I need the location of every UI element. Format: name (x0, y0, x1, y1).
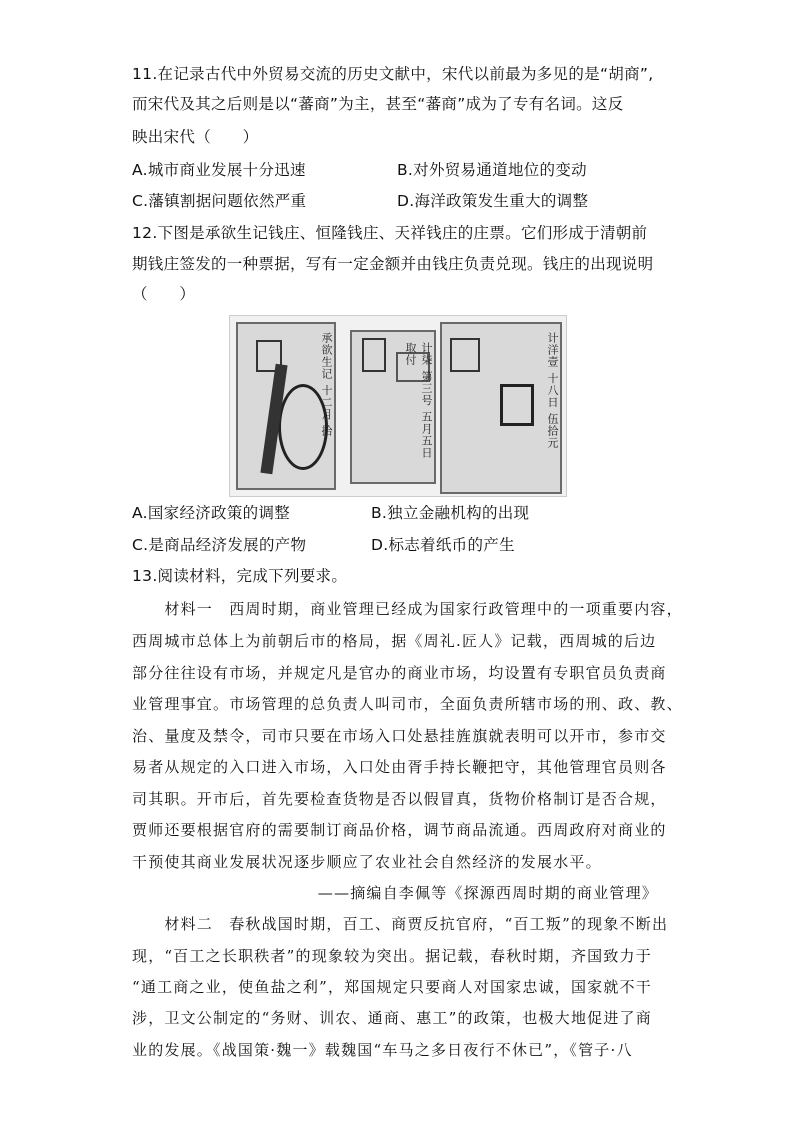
material-1-line: 业管理事宜。市场管理的总负责人叫司市，全面负责所辖市场的刑、政、教、 (132, 695, 683, 713)
material-1-line: 西周城市总体上为前朝后市的格局，据《周礼.匠人》记载，西周城的后边 (132, 632, 657, 650)
bank-note-3 (440, 322, 562, 494)
q12-option-a: A.国家经济政策的调整 (132, 504, 291, 522)
bank-note-2-text: 计柒 第三号 五月五日 取付 (404, 342, 433, 459)
material-2-line: 现，“百工之长职秩者”的现象较为突出。据记载，春秋时期，齐国致力于 (132, 947, 652, 965)
bank-note-3-text: 计洋壹 十八日 伍拾元 (546, 332, 559, 449)
q12-option-c: C.是商品经济发展的产物 (132, 536, 307, 554)
q11-option-d: D.海洋政策发生重大的调整 (397, 192, 589, 210)
bank-note-1 (236, 322, 336, 490)
material-2-line: “通工商之业，使鱼盐之利”，郑国规定只要商人对国家忠诚，国家就不干 (132, 978, 652, 996)
q12-line-3: （ ） (132, 285, 196, 303)
q11-option-b: B.对外贸易通道地位的变动 (397, 161, 587, 179)
q11-line-2: 而宋代及其之后则是以“蕃商”为主，甚至“蕃商”成为了专有名词。这反 (132, 95, 624, 113)
material-1-source: ——摘编自李佩等《探源西周时期的商业管理》 (317, 884, 658, 902)
material-2-line: 业的发展。《战国策·魏一》载魏国“车马之多日夜行不休已”，《管子·八 (132, 1041, 633, 1059)
q11-option-a: A.城市商业发展十分迅速 (132, 161, 306, 179)
material-1-line: 司其职。开市后，首先要检查货物是否以假冒真，货物价格制订是否合规， (132, 790, 667, 808)
q11-line-1: 11.在记录古代中外贸易交流的历史文献中，宋代以前最为多见的是“胡商”, (132, 65, 654, 83)
q11-line-3: 映出宋代（ ） (132, 128, 259, 146)
q12-line-2: 期钱庄签发的一种票据，写有一定金额并由钱庄负责兑现。钱庄的出现说明 (132, 255, 654, 273)
material-1-line: 部分往往设有市场，并规定凡是官办的商业市场，均设置有专职官员负责商 (132, 664, 667, 682)
q12-option-d: D.标志着纸币的产生 (371, 536, 515, 554)
bank-note-2 (350, 330, 436, 484)
material-1-line: 治、量度及禁令，司市只要在市场入口处悬挂旌旗就表明可以开市，参市交 (132, 727, 667, 745)
bank-notes-figure (229, 315, 567, 497)
material-1-line: 贾师还要根据官府的需要制订商品价格，调节商品流通。西周政府对商业的 (132, 821, 667, 839)
q12-option-b: B.独立金融机构的出现 (371, 504, 530, 522)
material-2-line: 材料二 春秋战国时期，百工、商贾反抗官府，“百工叛”的现象不断出 (132, 915, 669, 933)
bank-note-1-text: 承欲生记 十二月 拾 (320, 332, 333, 437)
material-1-line: 材料一 西周时期，商业管理已经成为国家行政管理中的一项重要内容， (132, 600, 683, 618)
q11-option-c: C.藩镇割据问题依然严重 (132, 192, 307, 210)
material-1-line: 易者从规定的入口进入市场，入口处由胥手持长鞭把守，其他管理官员则各 (132, 758, 667, 776)
material-2-line: 涉，卫文公制定的“务财、训农、通商、惠工”的政策，也极大地促进了商 (132, 1009, 652, 1027)
q12-line-1: 12.下图是承欲生记钱庄、恒隆钱庄、天祥钱庄的庄票。它们形成于清朝前 (132, 224, 648, 242)
q13-title: 13.阅读材料，完成下列要求。 (132, 567, 348, 585)
material-1-line: 干预使其商业发展状况逐步顺应了农业社会自然经济的发展水平。 (132, 853, 602, 871)
